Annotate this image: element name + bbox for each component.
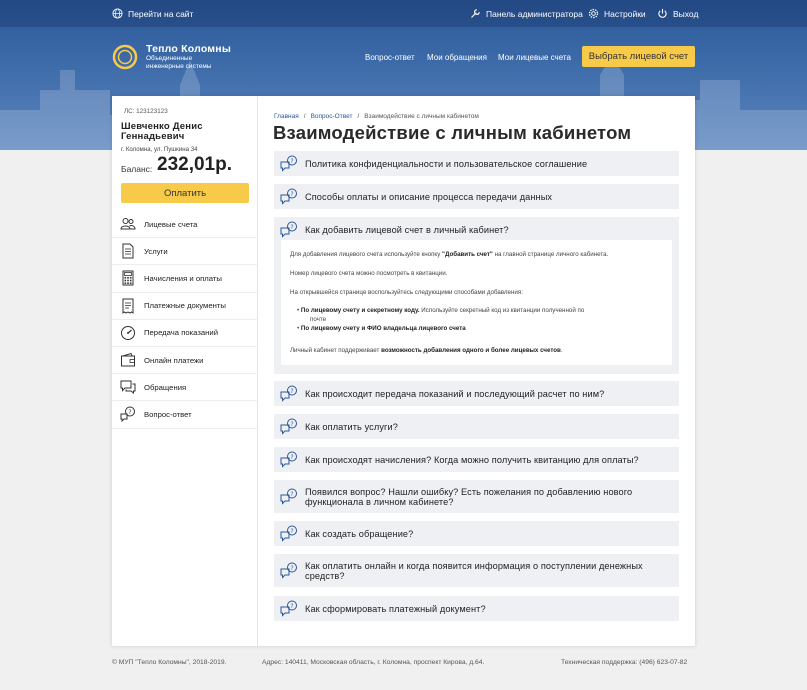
svg-text:?: ?	[290, 527, 294, 535]
top-bar	[0, 0, 807, 27]
faq-question-text: Как создать обращение?	[305, 528, 414, 539]
sidebar-item-online-payments[interactable]	[112, 347, 258, 374]
sidebar-item-label: Лицевые счета	[144, 219, 198, 229]
sidebar-item-requests[interactable]	[112, 374, 258, 401]
footer-copyright: © МУП "Тепло Коломны", 2018-2019.	[112, 659, 227, 666]
faq-question-icon	[280, 451, 298, 469]
answer-text: почте	[310, 315, 327, 323]
answer-paragraph-2: Номер лицевого счета можно посмотреть в квитанции.	[290, 270, 448, 277]
svg-text:?: ?	[128, 409, 132, 417]
goto-site-label: Перейти на сайт	[128, 8, 194, 19]
faq-question-line2: функционала в личном кабинете?	[305, 496, 454, 507]
faq-question-text: Как сформировать платежный документ?	[305, 603, 486, 614]
wrench-icon	[470, 8, 481, 19]
faq-item-online-pay[interactable]	[274, 554, 679, 587]
account-holder-name-line1: Шевченко Денис	[121, 121, 203, 132]
answer-bold: "Добавить счет"	[442, 251, 493, 258]
faq-question-text: Как происходит передача показаний и последующий расчет по ним?	[305, 388, 605, 399]
sidebar-item-label: Платежные документы	[144, 301, 226, 311]
faq-question-icon	[280, 155, 298, 173]
account-address: г. Коломна, ул. Пушкина 34	[121, 146, 198, 153]
settings-label: Настройки	[604, 8, 646, 19]
answer-paragraph-4	[290, 347, 563, 356]
faq-item-pay-services[interactable]	[274, 414, 679, 439]
breadcrumb-home[interactable]: Главная	[274, 113, 299, 120]
nav-requests-link[interactable]: Мои обращения	[427, 52, 487, 62]
svg-text:?: ?	[290, 224, 294, 231]
breadcrumb-separator: /	[303, 113, 306, 120]
faq-question-text: Как оплатить услуги?	[305, 421, 398, 432]
svg-text:?: ?	[290, 190, 294, 198]
logout-label: Выход	[673, 8, 699, 19]
answer-bold: возможность добавления одного и более лицевых счетов	[381, 347, 561, 354]
faq-question-icon	[280, 525, 298, 543]
faq-item-readings[interactable]	[274, 381, 679, 406]
admin-panel-label: Панель администратора	[486, 8, 583, 19]
sidebar-item-faq[interactable]	[112, 401, 258, 428]
answer-paragraph-1	[290, 251, 608, 260]
faq-question-text: Как добавить лицевой счет в личный кабинет?	[305, 225, 509, 235]
breadcrumb-faq[interactable]: Вопрос-Ответ	[310, 113, 353, 120]
faq-question-text	[305, 487, 632, 507]
balance-value: 232,01р.	[157, 154, 232, 175]
logo-subtitle-2: инженерные системы	[146, 62, 212, 70]
faq-item-payment-methods[interactable]	[274, 184, 679, 209]
admin-panel-link[interactable]	[470, 0, 583, 27]
faq-question-icon	[280, 188, 298, 206]
globe-icon	[112, 8, 123, 19]
faq-question-icon	[280, 385, 298, 403]
settings-link[interactable]	[588, 0, 646, 27]
sidebar-item-label: Передача показаний	[144, 328, 218, 338]
sidebar-item-accounts[interactable]	[112, 211, 258, 238]
chat-icon	[120, 379, 136, 395]
breadcrumb	[274, 113, 479, 120]
footer-support: Техническая поддержка: (496) 623-07-82	[561, 659, 688, 666]
faq-question-line2: средств?	[305, 570, 345, 581]
nav-faq-link[interactable]: Вопрос-ответ	[365, 52, 415, 62]
breadcrumb-separator: /	[357, 113, 360, 120]
pay-button[interactable]: Оплатить	[121, 183, 249, 203]
faq-question-icon	[280, 562, 298, 580]
sidebar-item-label: Онлайн платежи	[144, 355, 204, 365]
breadcrumb-current: Взаимодействие с личным кабинетом	[364, 113, 479, 120]
footer-address: Адрес: 140411, Московская область, г. Коломна, проспект Кирова, д.64.	[262, 659, 485, 666]
sidebar-menu	[112, 211, 258, 429]
answer-list-item: • По лицевому счету и секретному коду. Используйте секретный код из квитанции полученной по почте	[297, 307, 585, 323]
calculator-icon	[120, 270, 136, 286]
sidebar-item-label: Вопрос-ответ	[144, 409, 192, 419]
faq-question-icon	[280, 418, 298, 436]
sidebar-item-services[interactable]	[112, 238, 258, 265]
svg-text:?: ?	[290, 453, 294, 461]
document-icon	[120, 243, 136, 259]
answer-text: .	[560, 347, 563, 354]
answer-bold: По лицевому счету и ФИО владельца лицевого счета	[300, 325, 466, 332]
answer-list	[297, 307, 667, 334]
account-number: ЛС: 123123123	[124, 108, 168, 115]
nav-requests[interactable]	[427, 47, 487, 67]
question-icon	[120, 406, 136, 422]
faq-answer-panel	[281, 240, 672, 365]
brand-logo[interactable]	[112, 43, 231, 70]
main-content	[258, 96, 695, 646]
faq-question-icon	[280, 488, 298, 506]
svg-text:?: ?	[290, 157, 294, 165]
logo-title: Тепло Коломны	[146, 43, 231, 55]
logo-subtitle-1: Объединенные	[146, 55, 193, 62]
svg-text:?: ?	[290, 387, 294, 395]
answer-paragraph-3: На открывшейся странице воспользуйтесь следующими способами добавления:	[290, 289, 523, 296]
svg-text:?: ?	[290, 420, 294, 428]
select-account-button[interactable]: Выбрать лицевой счет	[582, 46, 695, 67]
sidebar-item-label: Услуги	[144, 246, 168, 256]
sidebar-item-label: Начисления и оплаты	[144, 273, 222, 283]
sidebar-item-label: Обращения	[144, 382, 187, 392]
answer-list-item: • По лицевому счету и ФИО владельца лицевого счета	[297, 325, 466, 332]
answer-text: Для добавления лицевого счета используйте кнопку	[290, 251, 441, 258]
goto-site-link[interactable]	[112, 0, 193, 27]
nav-accounts-link[interactable]: Мои лицевые счета	[498, 52, 571, 62]
faq-item-payment-document[interactable]	[274, 596, 679, 621]
faq-item-create-request[interactable]	[274, 521, 679, 546]
logout-link[interactable]	[657, 0, 698, 27]
faq-item-privacy[interactable]	[274, 151, 679, 176]
svg-text:?: ?	[290, 490, 294, 498]
page-title: Взаимодействие с личным кабинетом	[273, 122, 632, 143]
faq-question-text	[305, 561, 643, 581]
faq-question-text: Способы оплаты и описание процесса передачи данных	[305, 191, 553, 202]
faq-question-line1: Появился вопрос? Нашли ошибку? Есть пожелания по добавлению нового	[305, 486, 633, 497]
sidebar-item-payment-docs[interactable]	[112, 293, 258, 320]
receipt-icon	[120, 298, 136, 314]
sidebar-item-charges[interactable]	[112, 265, 258, 292]
answer-text: Используйте секретный код из квитанции полученной по	[421, 307, 585, 314]
svg-text:?: ?	[290, 564, 294, 572]
power-icon	[657, 8, 668, 19]
account-holder-name-line2: Геннадьевич	[121, 131, 185, 142]
faq-item-charges[interactable]	[274, 447, 679, 472]
sidebar-item-readings[interactable]	[112, 320, 258, 347]
logo-icon	[112, 44, 138, 70]
faq-question-icon	[280, 600, 298, 618]
faq-item-feedback[interactable]	[274, 480, 679, 513]
wallet-icon	[120, 352, 136, 368]
svg-text:?: ?	[290, 602, 294, 610]
answer-bold: По лицевому счету и секретному коду.	[300, 307, 420, 314]
account-holder-name	[121, 122, 253, 142]
faq-question-line1: Как оплатить онлайн и когда появится информация о поступлении денежных	[305, 560, 643, 571]
faq-question-text: Как происходят начисления? Когда можно получить квитанцию для оплаты?	[305, 454, 639, 465]
nav-faq[interactable]	[365, 47, 415, 67]
sidebar	[112, 96, 258, 646]
users-icon	[120, 216, 136, 232]
gear-icon	[588, 8, 599, 19]
gauge-icon	[120, 325, 136, 341]
balance-label: Баланс:	[121, 164, 153, 174]
answer-text: Личный кабинет поддерживает	[290, 347, 380, 354]
answer-text: на главной странице личного кабинета.	[494, 251, 609, 258]
nav-accounts[interactable]	[498, 47, 571, 67]
content-card	[112, 96, 695, 646]
faq-question-icon	[280, 221, 298, 239]
faq-question-text: Политика конфиденциальности и пользовательское соглашение	[305, 158, 588, 169]
